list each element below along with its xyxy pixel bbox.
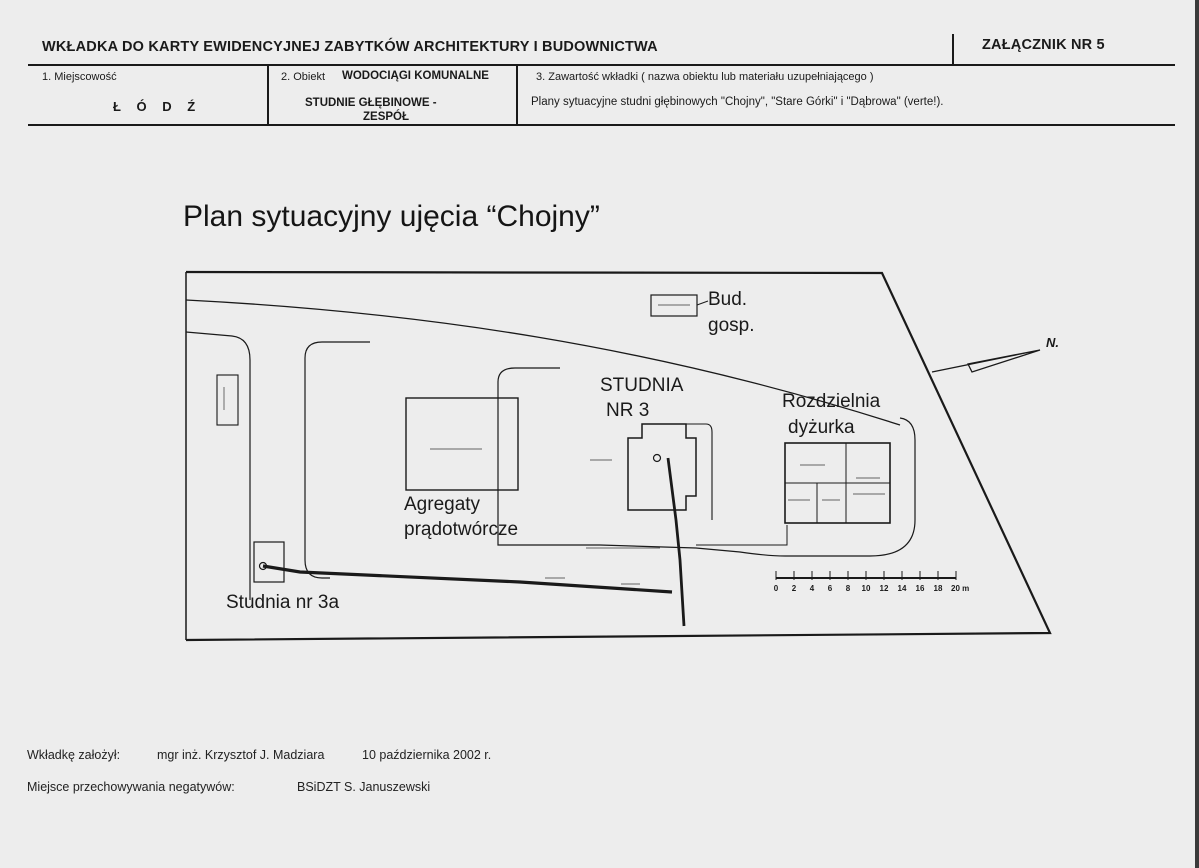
object-name: WODOCIĄGI KOMUNALNE [342, 70, 489, 82]
scale-tick-labels [774, 584, 969, 593]
outbuilding [651, 295, 697, 316]
content-label: 3. Zawartość wkładki ( nazwa obiektu lub materiału uzupełniającego ) [536, 71, 874, 83]
label-studnia-3a: Studnia nr 3a [226, 592, 340, 613]
storage-label: Miejsce przechowywania negatywów: [27, 780, 235, 794]
scale-tick-label: 16 [915, 584, 925, 593]
label-studnia-nr3-line1: STUDNIA [600, 375, 684, 396]
scale-tick-label: 20 m [951, 584, 970, 593]
object-label: 2. Obiekt [281, 71, 326, 83]
label-gosp: gosp. [708, 315, 755, 336]
object-subtitle-2: ZESPÓŁ [363, 111, 410, 123]
pipeline-nr3 [668, 458, 684, 626]
label-dyzurka: dyżurka [788, 417, 855, 438]
loop-path [305, 342, 370, 578]
label-studnia-nr3-line2: NR 3 [606, 400, 650, 421]
plan-title: Plan sytuacyjny ujęcia “Chojny” [183, 200, 600, 233]
label-bud: Bud. [708, 289, 748, 310]
header-title: WKŁADKA DO KARTY EWIDENCYJNEJ ZABYTKÓW ARCHITEKTURY I BUDOWNICTWA [42, 39, 658, 55]
scale-tick-label: 0 [773, 584, 779, 593]
locality-value: Ł Ó D Ź [113, 99, 202, 114]
label-agregaty: Agregaty [404, 494, 481, 515]
locality-label: 1. Miejscowość [42, 71, 117, 83]
founder-label: Wkładkę założył: [27, 748, 121, 762]
scale-tick-label: 8 [845, 584, 851, 593]
pipeline-3a [263, 566, 672, 592]
driveway-branch [696, 525, 787, 545]
generator-building [406, 398, 518, 490]
label-rozdzielnia: Rozdzielnia [782, 391, 881, 412]
north-label: N. [1046, 335, 1059, 350]
well-nr3-marker [654, 455, 661, 462]
scale-tick-label: 2 [791, 584, 797, 593]
scale-tick-label: 12 [879, 584, 889, 593]
object-subtitle-1: STUDNIE GŁĘBINOWE - [305, 97, 437, 109]
well-nr3-building [628, 424, 696, 510]
north-arrow [932, 350, 1040, 372]
shed [217, 375, 238, 425]
content-value: Plany sytuacyjne studni głębinowych "Chojny", "Stare Górki" i "Dąbrowa" (verte!). [531, 96, 944, 108]
founder-date: 10 października 2002 r. [362, 748, 492, 762]
well-3a-building [254, 542, 284, 582]
storage-value: BSiDZT S. Januszewski [297, 780, 431, 794]
scribble-annotations [224, 305, 885, 584]
scale-tick-label: 18 [933, 584, 943, 593]
outbuilding-leader [697, 301, 708, 305]
founder-name: mgr inż. Krzysztof J. Madziara [157, 748, 325, 762]
scale-tick-label: 6 [827, 584, 833, 593]
label-pradotworcze: prądotwórcze [404, 519, 519, 540]
left-path [186, 332, 250, 600]
attachment-label: ZAŁĄCZNIK NR 5 [982, 37, 1105, 53]
scale-tick-label: 14 [897, 584, 907, 593]
scale-tick-label: 10 [861, 584, 871, 593]
scale-tick-label: 4 [809, 584, 815, 593]
